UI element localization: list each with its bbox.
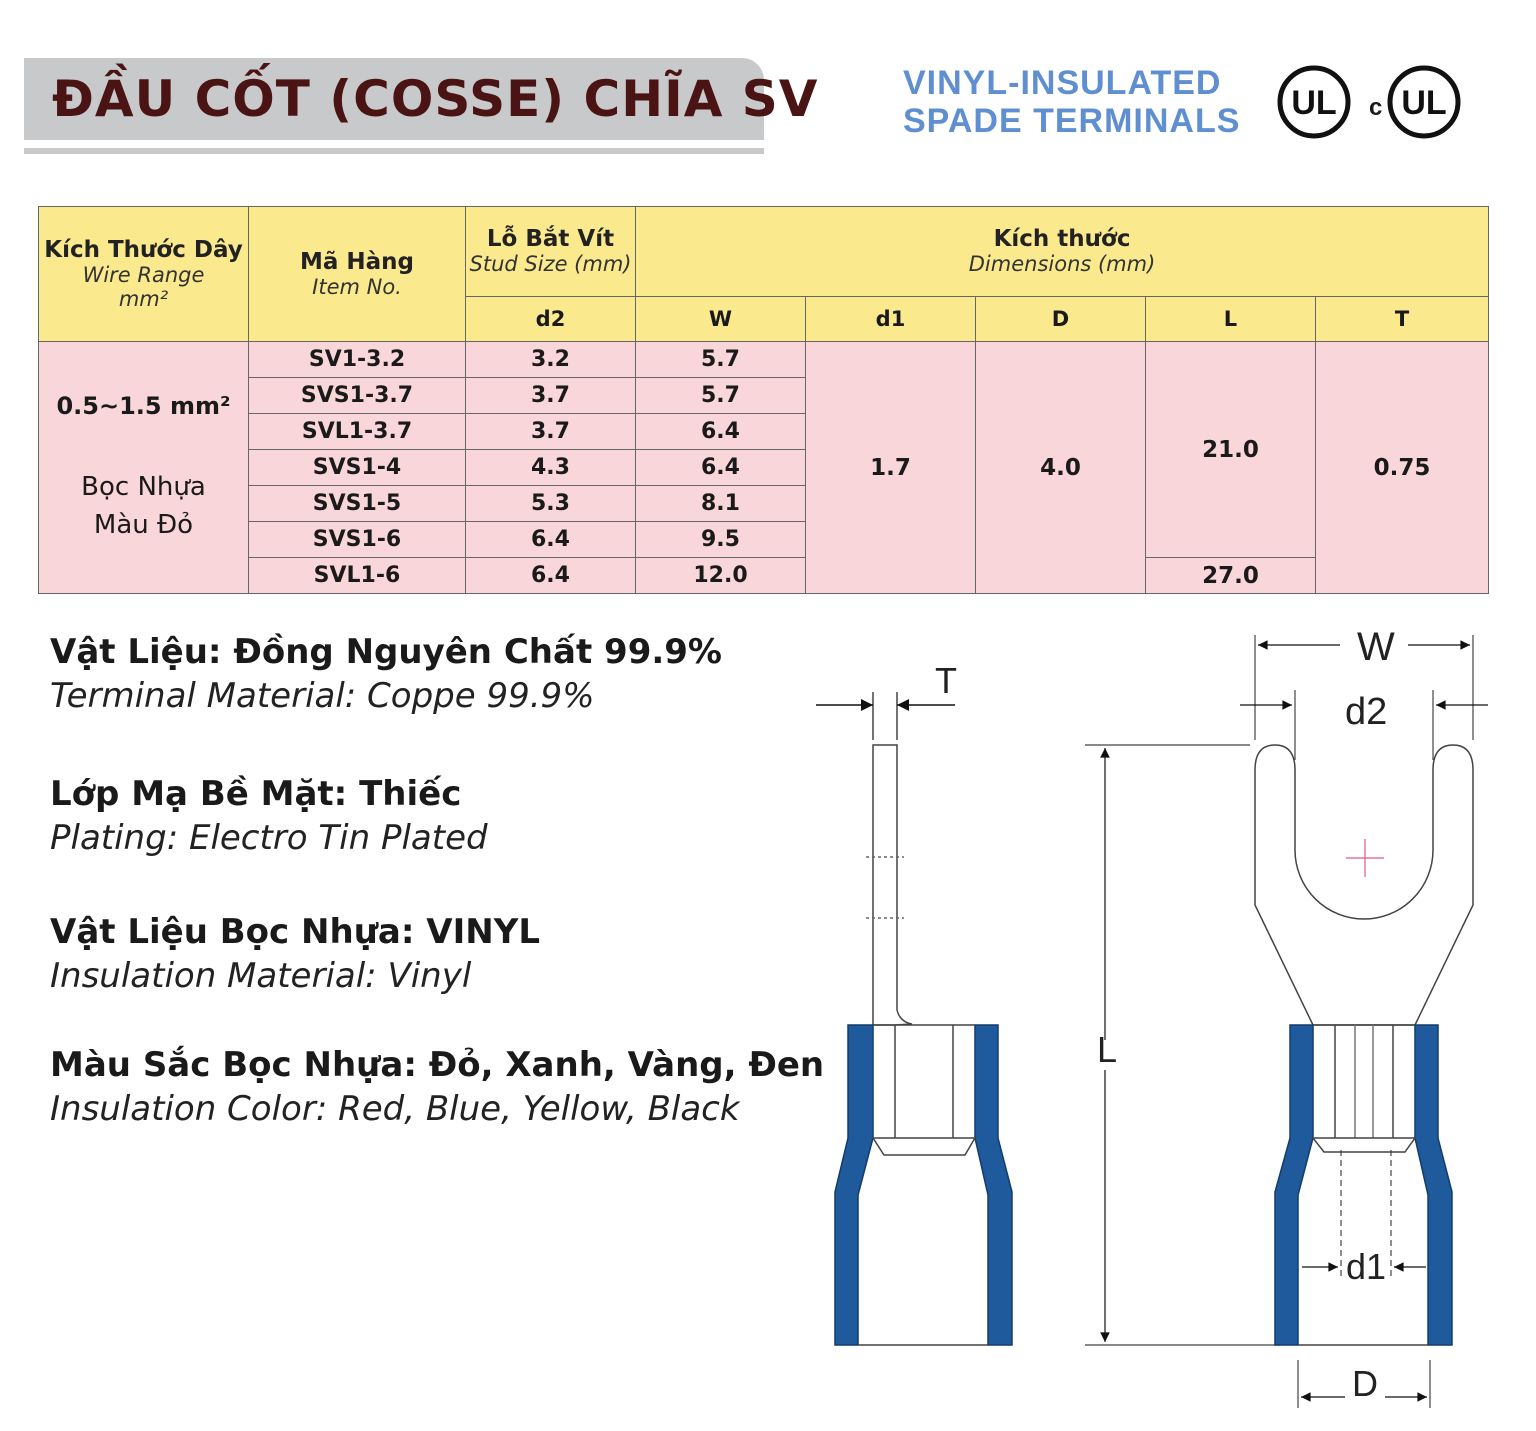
header-stud-size: Lỗ Bắt Vít Stud Size (mm) <box>466 207 636 297</box>
item-no-cell: SVS1-3.7 <box>249 378 466 414</box>
d2-cell: 3.2 <box>466 342 636 378</box>
w-cell: 12.0 <box>636 558 806 594</box>
header-item-no: Mã Hàng Item No. <box>249 207 466 342</box>
item-no-cell: SVS1-6 <box>249 522 466 558</box>
material-vn: Vật Liệu: Đồng Nguyên Chất 99.9% <box>50 632 722 672</box>
side-sleeve-left <box>835 1025 873 1345</box>
wire-size-value: 0.5~1.5 mm² <box>56 391 231 420</box>
col-L: L <box>1146 296 1316 341</box>
d2-cell: 6.4 <box>466 558 636 594</box>
d2-cell: 6.4 <box>466 522 636 558</box>
label-W: W <box>1357 625 1395 669</box>
label-L: L <box>1097 1029 1118 1070</box>
item-no-cell: SVL1-3.7 <box>249 414 466 450</box>
insulation-en: Insulation Material: Vinyl <box>50 956 472 996</box>
d2-cell: 4.3 <box>466 450 636 486</box>
item-no-cell: SV1-3.2 <box>249 342 466 378</box>
w-cell: 6.4 <box>636 414 806 450</box>
page-title: ĐẦU CỐT (COSSE) CHĨA SV <box>52 70 819 128</box>
side-view <box>816 692 1012 1345</box>
w-cell: 5.7 <box>636 342 806 378</box>
label-T: T <box>935 660 957 701</box>
color-vn: Màu Sắc Bọc Nhựa: Đỏ, Xanh, Vàng, Đen <box>50 1045 825 1085</box>
insulation-note-1: Bọc Nhựa <box>81 471 206 502</box>
plating-en: Plating: Electro Tin Plated <box>50 818 488 858</box>
w-cell: 6.4 <box>636 450 806 486</box>
color-en: Insulation Color: Red, Blue, Yellow, Black <box>50 1089 740 1129</box>
header-wire-range: Kích Thước Dây Wire Range mm² <box>39 207 249 342</box>
item-no-cell: SVS1-4 <box>249 450 466 486</box>
w-cell: 8.1 <box>636 486 806 522</box>
d2-cell: 3.7 <box>466 378 636 414</box>
material-en: Terminal Material: Coppe 99.9% <box>50 676 595 716</box>
cul-prefix: c <box>1369 94 1383 121</box>
cul-logo-text: UL <box>1401 84 1447 122</box>
w-cell: 9.5 <box>636 522 806 558</box>
D-value: 4.0 <box>976 342 1146 594</box>
label-D: D <box>1352 1363 1378 1404</box>
col-d2: d2 <box>466 296 636 341</box>
col-D: D <box>976 296 1146 341</box>
subtitle-line-1: VINYL-INSULATED <box>903 64 1222 102</box>
label-d1: d1 <box>1346 1246 1387 1287</box>
front-sleeve-left <box>1275 1025 1313 1345</box>
col-T: T <box>1316 296 1489 341</box>
d1-value: 1.7 <box>806 342 976 594</box>
label-d2: d2 <box>1345 691 1388 733</box>
insulation-note-2: Màu Đỏ <box>93 509 194 540</box>
w-cell: 5.7 <box>636 378 806 414</box>
col-d1: d1 <box>806 296 976 341</box>
header-dimensions: Kích thước Dimensions (mm) <box>636 207 1489 297</box>
side-sleeve-right <box>975 1025 1012 1345</box>
front-sleeve-right <box>1415 1025 1452 1345</box>
L-value-last: 27.0 <box>1146 558 1316 594</box>
col-w: W <box>636 296 806 341</box>
item-no-cell: SVL1-6 <box>249 558 466 594</box>
item-no-cell: SVS1-5 <box>249 486 466 522</box>
subtitle-line-2: SPADE TERMINALS <box>903 102 1241 140</box>
d2-cell: 3.7 <box>466 414 636 450</box>
d2-cell: 5.3 <box>466 486 636 522</box>
center-mark-icon <box>1346 839 1384 877</box>
insulation-vn: Vật Liệu Bọc Nhựa: VINYL <box>50 912 540 952</box>
T-value: 0.75 <box>1316 342 1489 594</box>
plating-vn: Lớp Mạ Bề Mặt: Thiếc <box>50 774 462 814</box>
ul-logo-text: UL <box>1291 84 1337 122</box>
L-value: 21.0 <box>1146 342 1316 558</box>
